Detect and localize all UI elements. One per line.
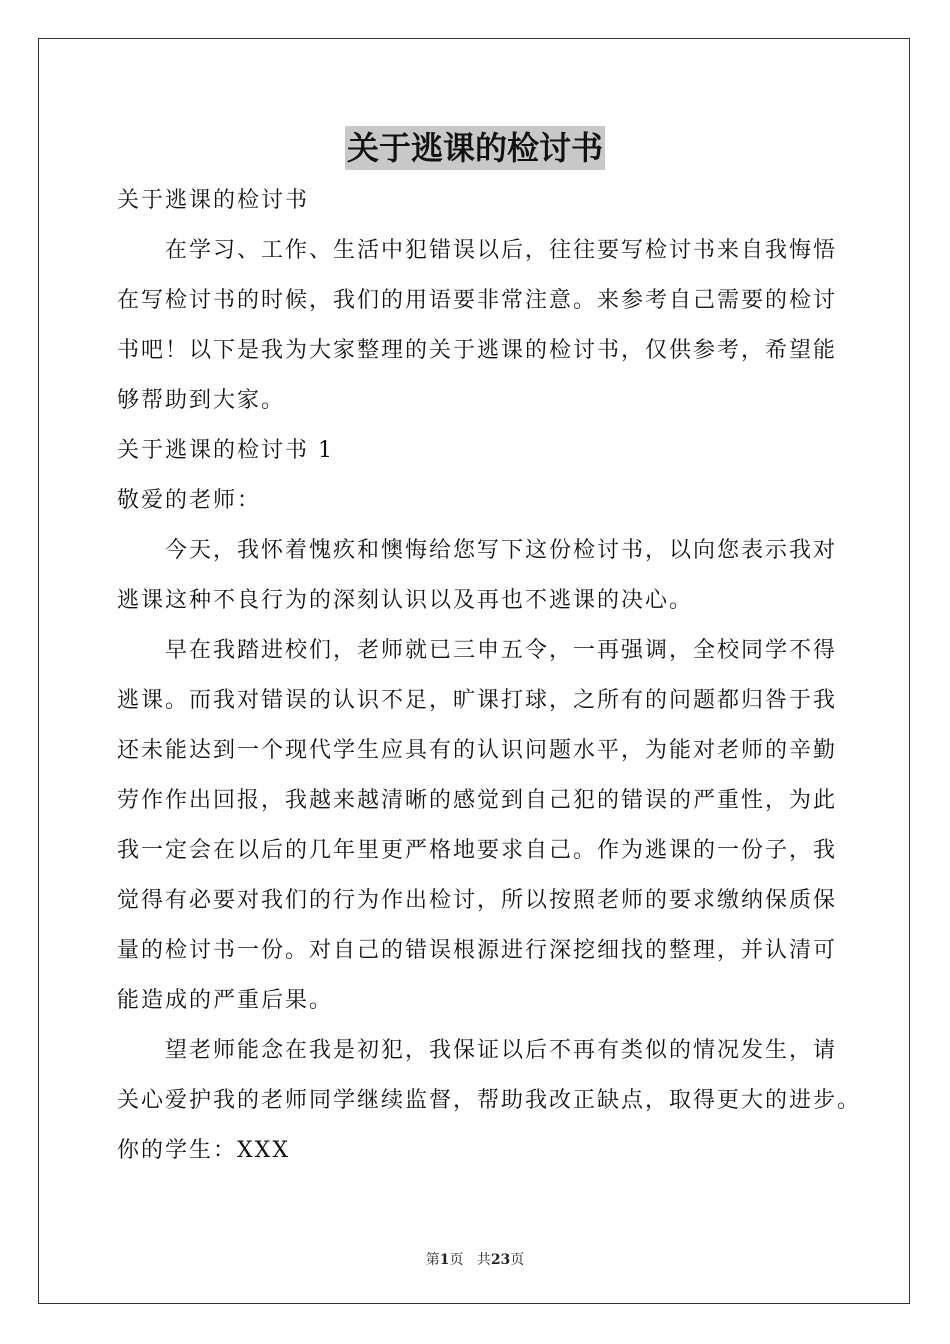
body-line: 关于逃课的检讨书 — [117, 188, 310, 213]
body-line: 逃课这种不良行为的深刻认识以及再也不逃课的决心。 — [117, 588, 694, 613]
body-line: 早在我踏进校们，老师就已三申五令，一再强调，全校同学不得 — [165, 638, 838, 663]
body-line: 关心爱护我的老师同学继续监督，帮助我改正缺点，取得更大的进步。 — [117, 1088, 862, 1113]
body-line: 逃课。而我对错误的认识不足，旷课打球，之所有的问题都归咎于我 — [117, 688, 838, 713]
total-prefix: 共 — [476, 1252, 491, 1268]
document-title: 关于逃课的检讨书 — [345, 126, 605, 170]
body-line: 望老师能念在我是初犯，我保证以后不再有类似的情况发生，请 — [165, 1038, 838, 1063]
title-container — [0, 126, 950, 170]
body-line: 能造成的严重后果。 — [117, 988, 334, 1013]
page-footer — [0, 1249, 950, 1269]
body-line: 我一定会在以后的几年里更严格地要求自己。作为逃课的一份子，我 — [117, 838, 838, 863]
body-line: 书吧！以下是我为大家整理的关于逃课的检讨书，仅供参考，希望能 — [117, 338, 838, 363]
body-line: 劳作作出回报，我越来越清晰的感觉到自己犯的错误的严重性，为此 — [117, 788, 838, 813]
body-line: 在学习、工作、生活中犯错误以后，往往要写检讨书来自我悔悟 — [165, 238, 838, 263]
salutation: 敬爱的老师： — [117, 488, 262, 513]
body-line: 觉得有必要对我们的行为作出检讨，所以按照老师的要求缴纳保质保 — [117, 888, 838, 913]
document-body — [117, 176, 862, 1176]
body-line: 今天，我怀着愧疚和懊悔给您写下这份检讨书，以向您表示我对 — [165, 538, 838, 563]
page-prefix: 第 — [425, 1252, 440, 1268]
body-line: 还未能达到一个现代学生应具有的认识问题水平，为能对老师的辛勤 — [117, 738, 838, 763]
page-number: 1 — [439, 1252, 450, 1268]
body-line: 量的检讨书一份。对自己的错误根源进行深挖细找的整理，并认清可 — [117, 938, 838, 963]
signature-line: 你的学生：XXX — [117, 1138, 290, 1163]
body-line: 在写检讨书的时候，我们的用语要非常注意。来参考自己需要的检讨 — [117, 288, 838, 313]
page-suffix: 页 — [449, 1252, 464, 1268]
body-line: 够帮助到大家。 — [117, 388, 286, 413]
section-heading: 关于逃课的检讨书 1 — [117, 438, 334, 463]
total-pages: 23 — [490, 1252, 511, 1268]
total-suffix: 页 — [510, 1252, 525, 1268]
